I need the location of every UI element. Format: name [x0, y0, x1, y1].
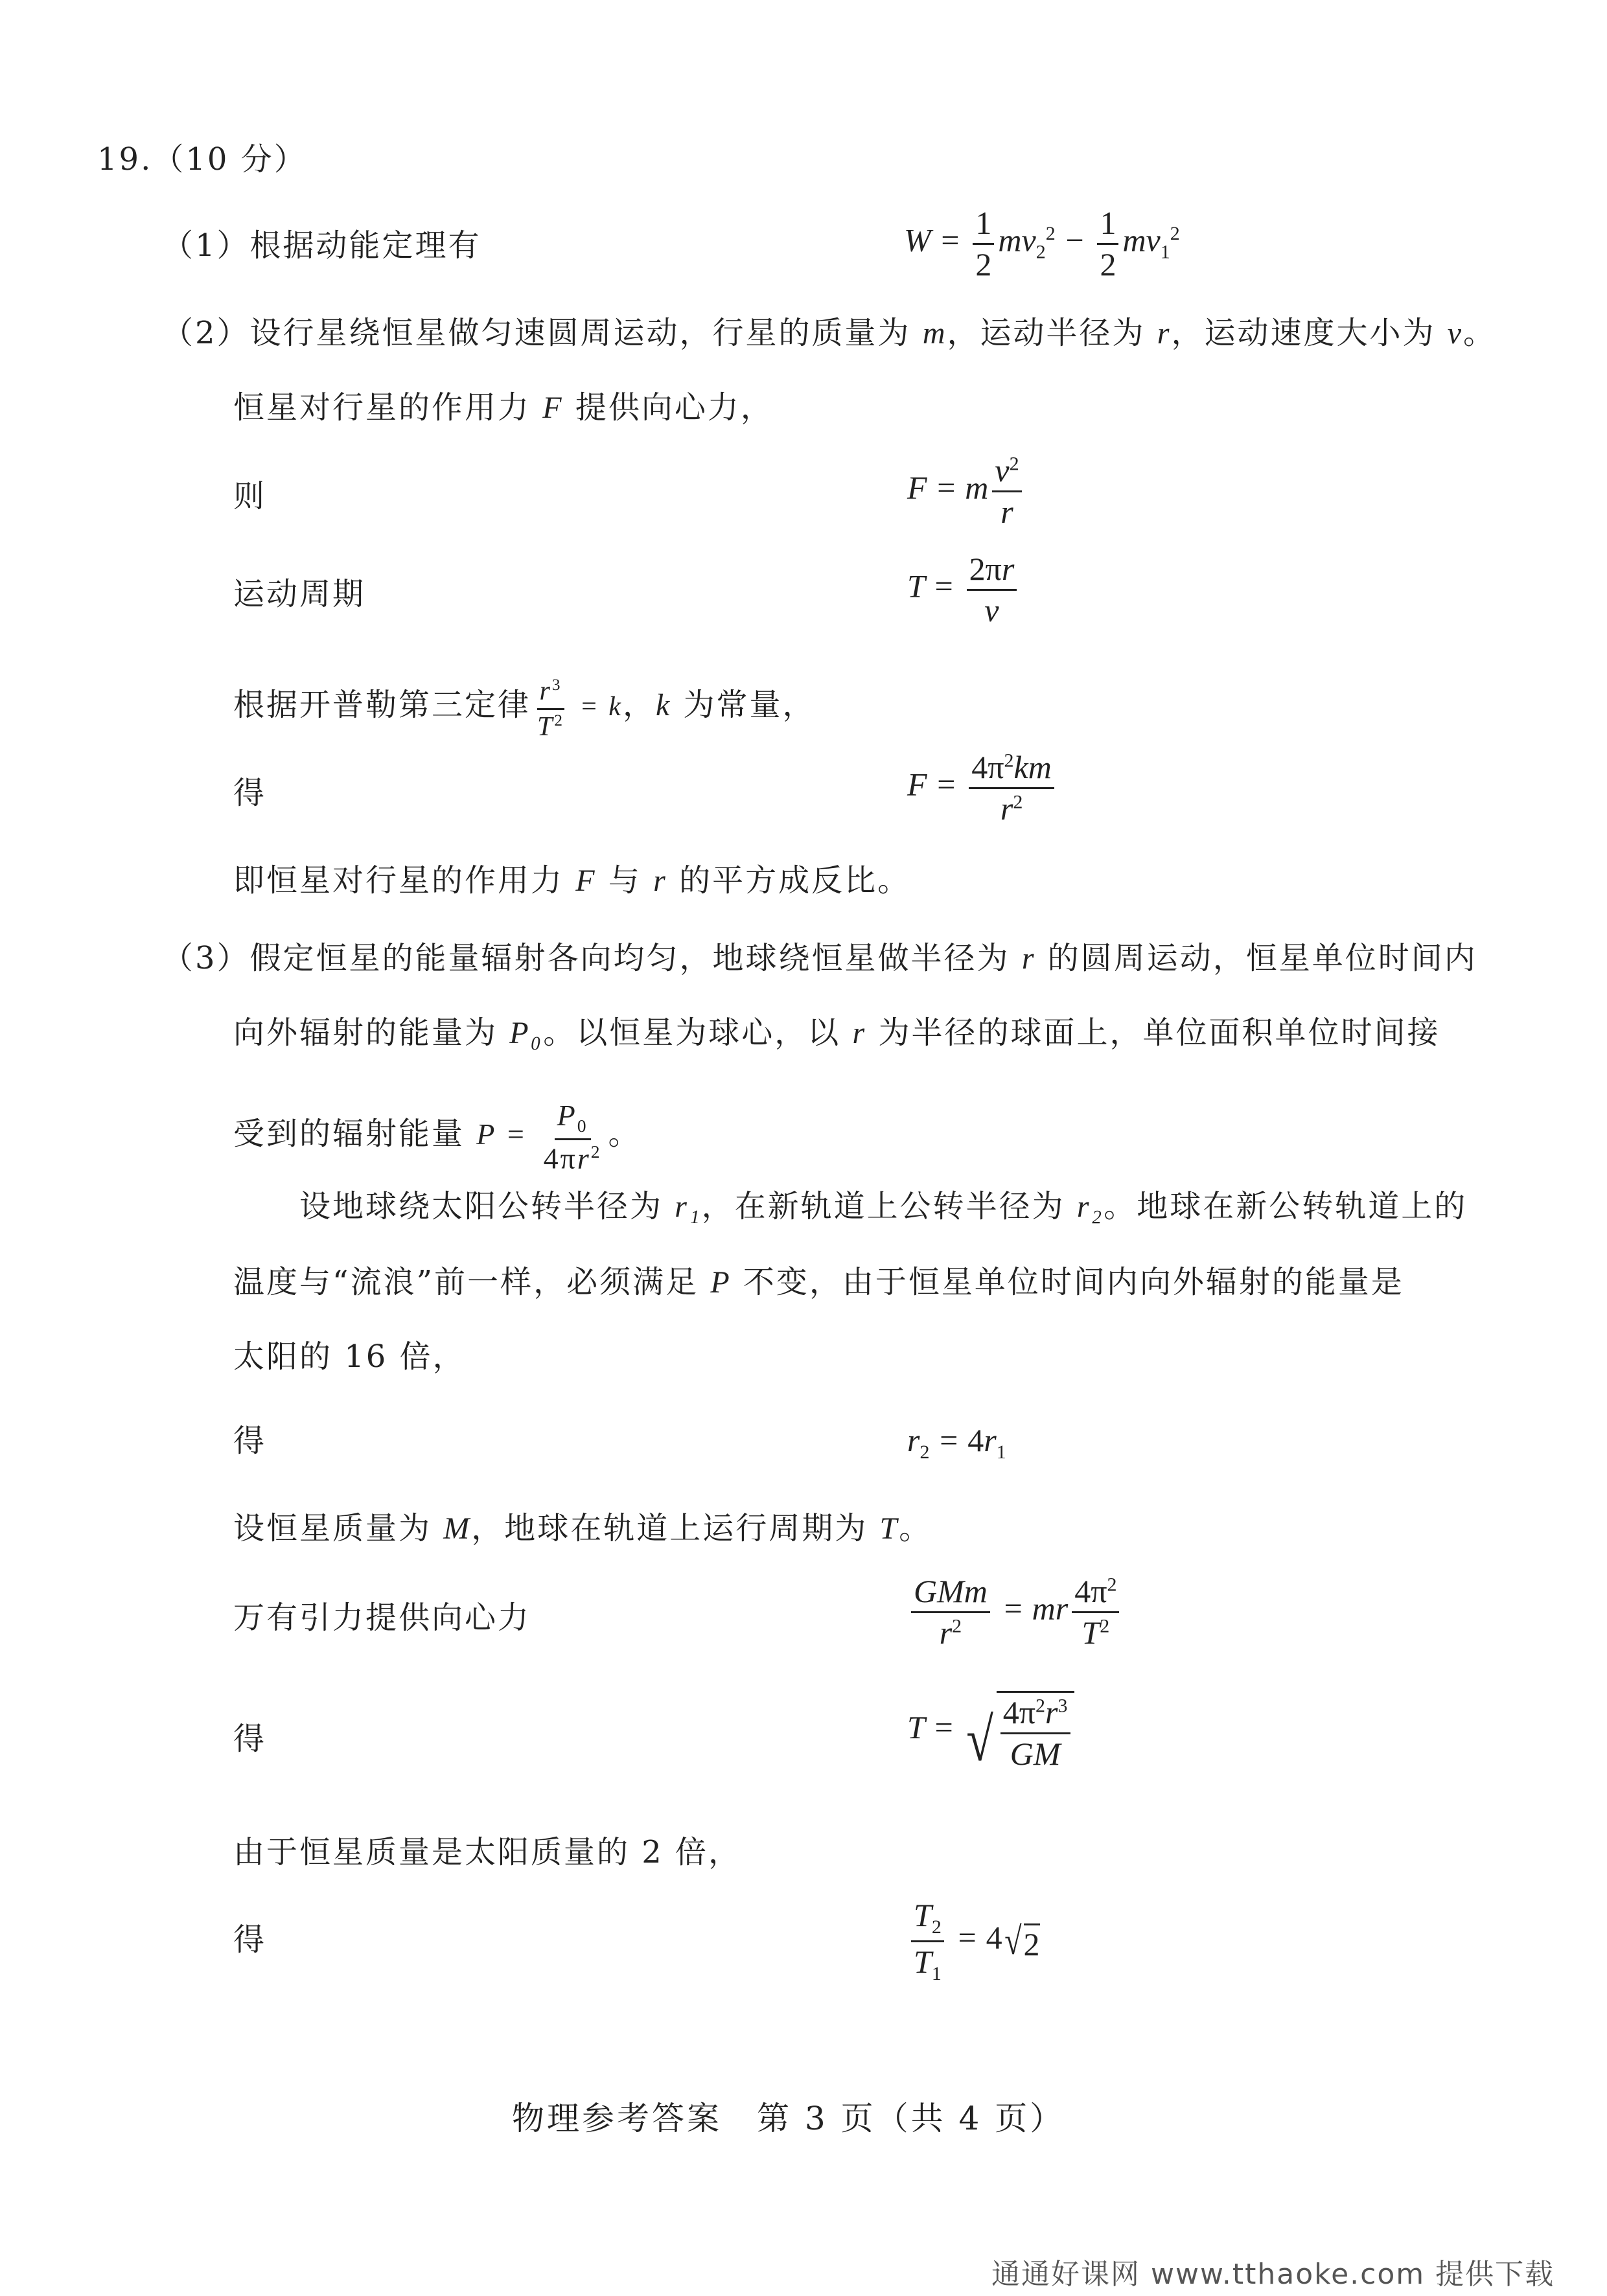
- symbol-v: v: [1447, 316, 1464, 350]
- part3-l1-b: 的圆周运动，恒星单位时间内: [1035, 940, 1477, 976]
- symbol-r: r: [1157, 316, 1172, 350]
- kepler-line: [233, 677, 816, 741]
- part2-intro-a: 设行星绕恒星做匀速圆周运动，行星的质量为: [249, 315, 923, 351]
- mass-a: 设恒星质量为: [233, 1510, 444, 1546]
- period-sqrt-formula: T = √ $\frac{4\pi^2r^3}{GM}$: [907, 1691, 1074, 1771]
- part3-l1-r: r: [1021, 941, 1036, 976]
- kepler-text-c: 为常量，: [671, 687, 816, 724]
- mass-line: [233, 1510, 932, 1546]
- conclusion-a: 即恒星对行星的作用力: [233, 862, 576, 899]
- gravity-formula: $\frac{\text{GMm}}{r^2}$ = mr $\frac{4\pi^2}{T^2}$: [907, 1574, 1123, 1649]
- mass-b: ，地球在轨道上运行周期为: [471, 1510, 880, 1546]
- p2-c: 。地球在新公转轨道上的: [1104, 1188, 1468, 1224]
- p2-a: 设地球绕太阳公转半径为: [299, 1188, 675, 1224]
- part3-l2-a: 向外辐射的能量为: [233, 1015, 510, 1051]
- symbol-M: M: [443, 1511, 472, 1546]
- de-label-3: 得: [233, 1721, 267, 1757]
- question-number: 19.: [97, 141, 153, 178]
- question-score: （10 分）: [152, 141, 307, 178]
- symbol-m: m: [922, 316, 947, 350]
- force-kepler-formula: F = $\frac{4\pi^2km}{r^2}$: [907, 750, 1058, 825]
- part2-intro-d: 。: [1463, 315, 1497, 351]
- part1-line: [162, 227, 481, 264]
- ze-label: 则: [233, 478, 267, 514]
- part3-l3-b: 。: [608, 1115, 642, 1152]
- part2-intro-b: ，运动半径为: [947, 315, 1157, 351]
- part3-para2-line1: [299, 1188, 1468, 1224]
- part3-l2-r: r: [852, 1016, 867, 1050]
- centripetal-force-formula: F = m $\frac{v^2}{r}$: [907, 453, 1026, 529]
- symbol-r2: r₂: [1076, 1189, 1104, 1224]
- symbol-r1: r₁: [675, 1189, 702, 1224]
- double-mass-line: 由于恒星质量是太阳质量的 2 倍，: [233, 1834, 742, 1870]
- part2-line2-a: 恒星对行星的作用力: [233, 389, 543, 426]
- de-label: 得: [233, 775, 267, 811]
- kepler-text: 根据开普勒第三定律: [233, 687, 531, 724]
- part2-line2: [233, 389, 774, 426]
- mass-c: 。: [899, 1510, 932, 1546]
- part1-label: （1）: [162, 227, 250, 264]
- symbol-P: P: [710, 1265, 732, 1300]
- conclusion-c: 的平方成反比。: [667, 862, 911, 899]
- kepler-comma: ，: [622, 687, 656, 724]
- period-formula: T = $\frac{2\pi r}{v}$: [907, 552, 1021, 627]
- symbol-F: F: [542, 391, 564, 425]
- p2-b: ，在新轨道上公转半径为: [701, 1188, 1077, 1224]
- part3-line2: [233, 1017, 1440, 1049]
- watermark: 通通好课网 www.tthaoke.com 提供下载: [991, 2258, 1555, 2291]
- part2-line2-b: 提供向心力，: [563, 389, 774, 426]
- part2-conclusion: [233, 862, 911, 899]
- kepler-formula: $\frac{r^3}{T^2}$ = k: [537, 676, 623, 742]
- part3-line1: [162, 940, 1477, 976]
- conclusion-r: r: [653, 864, 667, 898]
- part3-para2-line3: 太阳的 16 倍，: [233, 1338, 466, 1375]
- conclusion-F: F: [575, 864, 597, 898]
- symbol-P0: P₀: [509, 1016, 544, 1050]
- part2-intro: [162, 317, 1496, 349]
- de-label-4: 得: [233, 1922, 267, 1958]
- part1-text: 根据动能定理有: [249, 227, 481, 264]
- p3-b: 不变，由于恒星单位时间内向外辐射的能量是: [731, 1264, 1404, 1300]
- work-energy-formula: W = $\frac{1}{2}$ $mv_2^2$ − $\frac{1}{2}$ $mv_1^2$: [904, 205, 1180, 282]
- page-footer: 物理参考答案 第 3 页（共 4 页）: [512, 2100, 1065, 2137]
- period-label: 运动周期: [233, 576, 366, 612]
- part3-l1-a: 假定恒星的能量辐射各向均匀，地球绕恒星做半径为: [249, 940, 1022, 976]
- symbol-T: T: [879, 1511, 899, 1546]
- question-header: [97, 141, 307, 178]
- part3-line3: [233, 1100, 642, 1175]
- part3-l3-a: 受到的辐射能量: [233, 1115, 477, 1152]
- radiation-formula: P = $\frac{P_0}{4\pi r^2}$: [476, 1099, 602, 1175]
- radius-ratio-formula: $r_2 = 4r_1$: [907, 1422, 1006, 1463]
- part3-l2-b: 。以恒星为球心，以: [543, 1015, 853, 1051]
- part2-label: （2）: [162, 315, 250, 351]
- part3-para2-line2: [233, 1264, 1404, 1300]
- symbol-k: k: [655, 688, 672, 723]
- part3-l2-c: 为半径的球面上，单位面积单位时间接: [866, 1015, 1440, 1051]
- conclusion-b: 与: [596, 862, 654, 899]
- part3-label: （3）: [162, 940, 250, 976]
- p3-a: 温度与“流浪”前一样，必须满足: [233, 1264, 711, 1300]
- de-label-2: 得: [233, 1423, 267, 1459]
- part2-intro-c: ，运动速度大小为: [1171, 315, 1448, 351]
- period-ratio-formula: $\frac{T_2}{T_1}$ = 4 √ 2: [907, 1898, 1040, 1984]
- gravity-label: 万有引力提供向心力: [233, 1600, 531, 1636]
